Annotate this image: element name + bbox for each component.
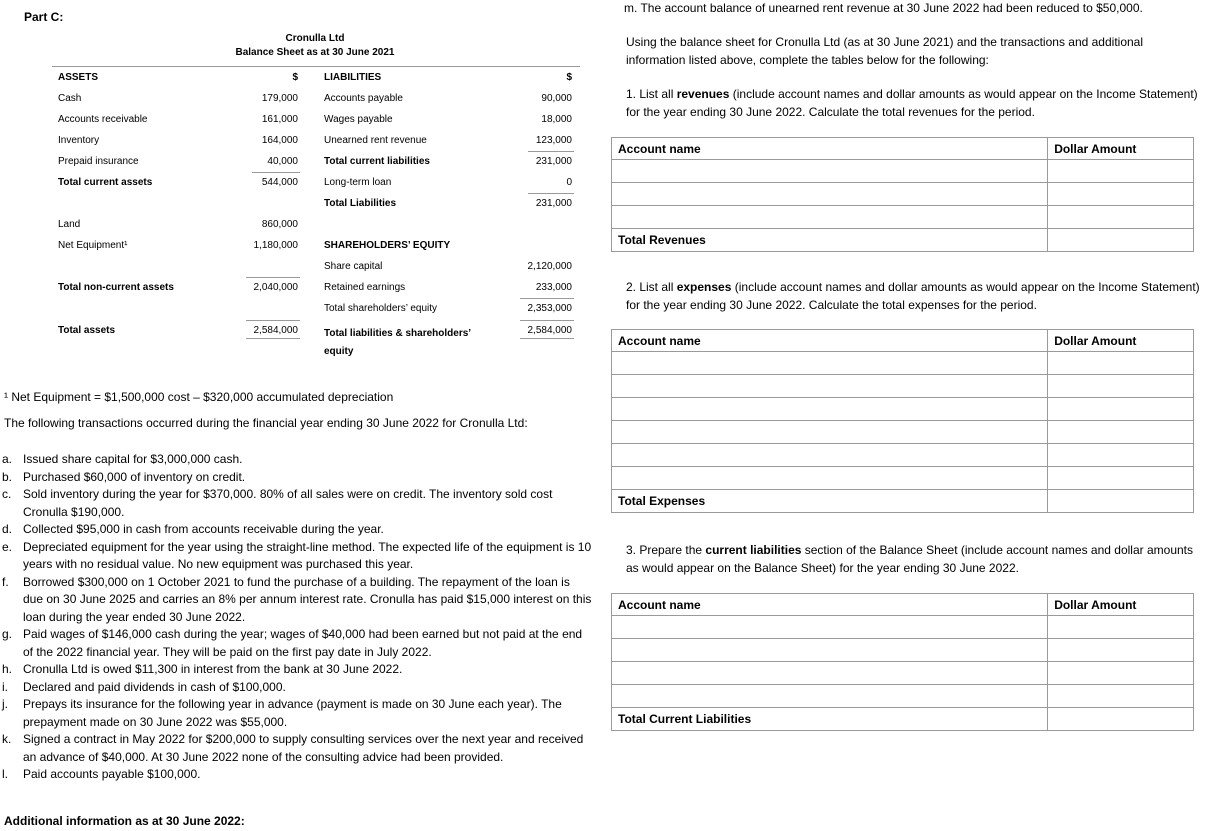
list-text: Paid accounts payable $100,000. [23,767,201,781]
list-marker: l. [2,767,8,781]
account-name-cell[interactable] [612,685,1048,708]
list-item [2,539,592,574]
list-item [2,696,592,731]
liability-label: Total current liabilities [324,156,430,167]
current-liabilities-table [611,593,1194,731]
q1-post: (include account names and dollar amounts as would appear on the Income Statement) for the year ending 30 June 2022. Calculate the total revenues for the period. [626,87,1198,119]
q3-post: section of the Balance Sheet (include account names and dollar amounts as would appear on the Balance Sheet) for the year ending 30 June 2022. [626,543,1193,575]
list-marker: i. [2,679,8,694]
rule [528,151,574,152]
equity-label: Retained earnings [324,282,406,293]
bs-top-rule [52,66,580,67]
revenues-table [611,137,1194,252]
account-name-cell[interactable] [612,467,1048,490]
question-1 [626,86,1201,121]
list-item [2,679,592,697]
list-item [2,731,592,766]
total-expenses-label: Total Expenses [612,490,1048,513]
col-account-name: Account name [612,330,1048,352]
q1-bold: revenues [676,87,730,101]
dollar-amount-cell[interactable] [1048,183,1194,206]
list-item [2,451,592,469]
account-name-cell[interactable] [612,375,1048,398]
list-text: Paid wages of $146,000 cash during the year; wages of $40,000 had been earned but not paid at the end of the 2022 financial year. They will be paid on the first pay date in July 2022. [23,627,583,659]
instructions: Using the balance sheet for Cronulla Ltd (as at 30 June 2021) and the transactions and additional information listed above, complete the tables below for the following: [626,35,1144,67]
asset-value: 179,000 [261,93,298,104]
list-marker: b. [2,469,13,484]
list-text: Borrowed $300,000 on 1 October 2021 to fund the purchase of a building. The repayment of the loan is due on 30 June 2025 and carries an 8% per annum interest rate. Cronulla has paid $15,000 interest on this loan during the year ended 30 June 2022. [23,574,592,624]
assets-header: ASSETS [58,72,99,83]
liabilities-header: LIABILITIES [324,72,382,83]
liability-value: 231,000 [535,198,572,209]
list-marker: j. [2,697,8,711]
list-text: Declared and paid dividends in cash of $100,000. [23,679,286,694]
question-3 [626,542,1201,577]
footnote: ¹ Net Equipment = $1,500,000 cost – $320,000 accumulated depreciation [4,390,394,404]
list-text: Depreciated equipment for the year using the straight-line method. The expected life of the equipment is 10 years with no residual value. No new equipment was purchased this year. [23,539,592,571]
list-marker: g. [2,627,13,641]
rule [246,338,300,339]
list-text: Purchased $60,000 of inventory on credit. [23,469,246,484]
account-name-cell[interactable] [612,352,1048,375]
expenses-table [611,329,1194,513]
transactions-intro: The following transactions occurred during the financial year ending 30 June 2022 for Cronulla Ltd: [4,416,528,430]
list-item [2,574,592,627]
total-current-liabilities-cell[interactable] [1048,708,1194,731]
part-label: Part C: [24,10,64,24]
rule [520,338,574,339]
assets-currency: $ [292,72,298,83]
equity-value: 233,000 [535,282,572,293]
dollar-amount-cell[interactable] [1048,398,1194,421]
rule [520,320,574,321]
liability-label: Total Liabilities [324,198,397,209]
list-text: Signed a contract in May 2022 for $200,000 to supply consulting services over the next year and received an advance of $40,000. At 30 June 2022 none of the consulting advice had been provided. [23,732,584,764]
asset-value: 164,000 [261,135,298,146]
account-name-cell[interactable] [612,639,1048,662]
list-text: Prepays its insurance for the following year in advance (payment is made on 30 June each year). The prepayment made on 30 June 2022 was $55,000. [23,697,562,729]
asset-label: Land [58,219,81,230]
list-item [2,661,592,679]
bs-subtitle: Balance Sheet as at 30 June 2021 [235,47,395,58]
equity-header: SHAREHOLDERS’ EQUITY [324,240,451,251]
total-current-assets-value: 544,000 [261,177,298,188]
total-assets-value: 2,584,000 [253,325,298,336]
col-dollar-amount: Dollar Amount [1048,594,1194,616]
liability-value: 0 [566,177,572,188]
total-liab-equity-label: Total liabilities & shareholders’ equity [324,328,471,357]
asset-label: Net Equipment¹ [58,240,128,251]
question-2 [626,279,1201,314]
asset-label: Accounts receivable [58,114,148,125]
list-item [2,626,592,661]
list-marker: e. [2,539,13,554]
account-name-cell[interactable] [612,183,1048,206]
rule [528,193,574,194]
q3-pre: 3. Prepare the [626,543,706,557]
liability-label: Wages payable [324,114,393,125]
list-item [2,766,592,784]
asset-value: 40,000 [267,156,298,167]
dollar-amount-cell[interactable] [1048,352,1194,375]
account-name-cell[interactable] [612,398,1048,421]
list-marker: d. [2,522,13,536]
col-dollar-amount: Dollar Amount [1048,330,1194,352]
list-text: Cronulla Ltd is owed $11,300 in interest from the bank at 30 June 2022. [23,662,403,676]
dollar-amount-cell[interactable] [1048,639,1194,662]
list-marker: f. [2,574,9,589]
list-item [2,469,592,487]
dollar-amount-cell[interactable] [1048,467,1194,490]
list-item [2,486,592,521]
q1-pre: 1. List all [626,87,677,101]
dollar-amount-cell[interactable] [1048,421,1194,444]
total-revenues-label: Total Revenues [612,229,1048,252]
total-assets-label: Total assets [58,325,116,336]
liability-value: 90,000 [541,93,572,104]
dollar-amount-cell[interactable] [1048,444,1194,467]
account-name-cell[interactable] [612,421,1048,444]
col-dollar-amount: Dollar Amount [1048,138,1194,160]
item-m: m. The account balance of unearned rent revenue at 30 June 2022 had been reduced to $50,000. [624,1,1143,15]
col-account-name: Account name [612,594,1048,616]
account-name-cell[interactable] [612,206,1048,229]
total-expenses-cell[interactable] [1048,490,1194,513]
rule [252,172,300,173]
rule [246,277,300,278]
equity-value: 2,120,000 [527,261,572,272]
rule [246,320,300,321]
account-name-cell[interactable] [612,444,1048,467]
total-current-assets-label: Total current assets [58,177,153,188]
q2-pre: 2. List all [626,280,677,294]
account-name-cell[interactable] [612,662,1048,685]
bs-company: Cronulla Ltd [285,33,345,44]
asset-label: Cash [58,93,82,104]
total-revenues-cell[interactable] [1048,229,1194,252]
additional-info-heading: Additional information as at 30 June 2022: [4,814,245,828]
list-text: Issued share capital for $3,000,000 cash. [23,452,243,466]
account-name-cell[interactable] [612,616,1048,639]
list-text: Collected $95,000 in cash from accounts receivable during the year. [23,522,384,536]
total-non-current-assets-value: 2,040,000 [253,282,298,293]
liabilities-currency: $ [566,72,572,83]
asset-value: 161,000 [261,114,298,125]
equity-label: Share capital [324,261,383,272]
liability-label: Long-term loan [324,177,392,188]
transactions-list [2,451,592,784]
total-liab-equity-value: 2,584,000 [527,325,572,336]
list-item [2,521,592,539]
liability-label: Accounts payable [324,93,403,104]
asset-value: 860,000 [261,219,298,230]
q3-bold: current liabilities [705,543,802,557]
liability-label: Unearned rent revenue [324,135,427,146]
dollar-amount-cell[interactable] [1048,685,1194,708]
asset-label: Prepaid insurance [58,156,139,167]
liability-value: 18,000 [541,114,572,125]
q2-post: (include account names and dollar amounts as would appear on the Income Statement) for the year ending 30 June 2022. Calculate the total expenses for the period. [626,280,1200,312]
list-marker: c. [2,487,12,501]
total-non-current-assets-label: Total non-current assets [58,282,174,293]
dollar-amount-cell[interactable] [1048,375,1194,398]
equity-label: Total shareholders’ equity [324,303,438,314]
q2-bold: expenses [676,280,732,294]
list-marker: k. [2,732,12,746]
asset-label: Inventory [58,135,100,146]
account-name-cell[interactable] [612,160,1048,183]
dollar-amount-cell[interactable] [1048,206,1194,229]
list-text: Sold inventory during the year for $370,000. 80% of all sales were on credit. The inventory sold cost Cronulla $190,000. [23,487,553,519]
col-account-name: Account name [612,138,1048,160]
equity-value: 2,353,000 [527,303,572,314]
dollar-amount-cell[interactable] [1048,160,1194,183]
rule [520,298,574,299]
total-current-liabilities-label: Total Current Liabilities [612,708,1048,731]
list-marker: h. [2,662,13,676]
asset-value: 1,180,000 [253,240,298,251]
list-marker: a. [2,452,13,466]
liability-value: 123,000 [535,135,572,146]
liability-value: 231,000 [535,156,572,167]
dollar-amount-cell[interactable] [1048,662,1194,685]
dollar-amount-cell[interactable] [1048,616,1194,639]
